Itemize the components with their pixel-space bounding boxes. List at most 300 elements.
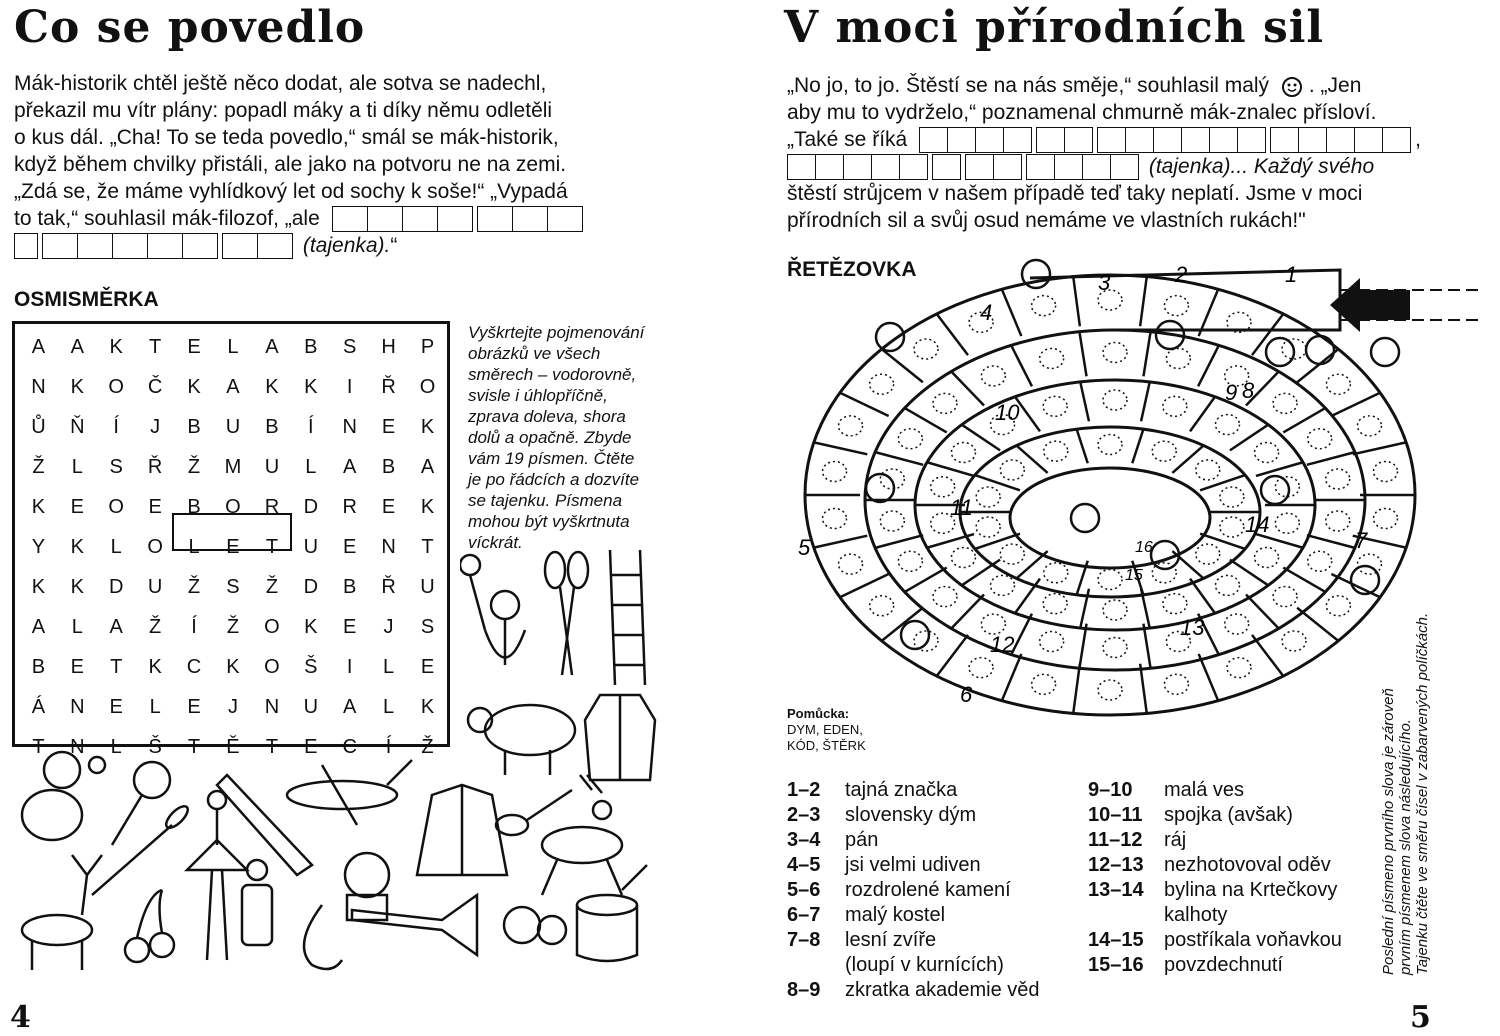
wordsearch-cell[interactable]: E <box>187 335 201 358</box>
wordsearch-cell[interactable]: J <box>227 695 238 718</box>
clue-number: 4–5 <box>787 854 821 876</box>
wordsearch-cell[interactable]: Í <box>385 735 392 758</box>
clue-number: 6–7 <box>787 904 821 926</box>
wordsearch-cell[interactable]: Ě <box>226 735 240 758</box>
wordsearch-cell[interactable]: T <box>265 735 279 758</box>
wordsearch-cell[interactable]: T <box>32 735 45 758</box>
wordsearch-cell[interactable]: A <box>70 335 84 358</box>
wordsearch-row <box>19 327 447 367</box>
spiral-number: 10 <box>995 400 1020 425</box>
spiral-cell[interactable] <box>951 443 975 463</box>
wordsearch-cell[interactable]: L <box>71 455 83 478</box>
spiral-cell-divider <box>962 560 1000 586</box>
answer-boxes[interactable] <box>222 233 293 259</box>
wordsearch-cell[interactable]: Ř <box>147 455 163 478</box>
spiral-cell[interactable] <box>1326 469 1350 489</box>
wordsearch-cell[interactable]: H <box>381 335 396 358</box>
wordsearch-cell[interactable]: U <box>303 695 319 718</box>
spiral-cell[interactable] <box>1196 460 1220 480</box>
answer-boxes[interactable] <box>42 233 218 259</box>
answer-boxes[interactable] <box>477 206 583 232</box>
spiral-number: 2 <box>1175 262 1188 287</box>
spiral-cell-divider <box>1073 277 1080 327</box>
wordsearch-cell[interactable]: A <box>343 695 357 718</box>
clue-text: jsi velmi udiven <box>845 854 981 876</box>
clue-number: 1–2 <box>787 779 821 801</box>
spiral-cell[interactable] <box>914 339 938 359</box>
wordsearch-cell[interactable]: B <box>187 415 201 438</box>
wordsearch-cell[interactable]: N <box>31 375 46 398</box>
clue-text: (loupí v kurnících) <box>845 954 1004 976</box>
deer-icon <box>22 855 102 970</box>
clues-left-column <box>787 778 1087 1003</box>
story-line: aby mu to vydrželo,“ poznamenal chmurně mák-znalec přísloví. <box>787 101 1377 124</box>
comb-icon <box>217 775 312 875</box>
spiral-cell[interactable] <box>1273 393 1297 413</box>
spiral-cell-divider <box>1143 624 1150 669</box>
scissors-icon <box>545 552 588 675</box>
story-line: „No jo, to jo. Štěstí se na nás směje,“ souhlasil malý . „Jen <box>787 74 1362 97</box>
spiral-cell[interactable] <box>933 587 957 607</box>
wordsearch-cell[interactable]: Š <box>304 655 318 678</box>
spiral-cell[interactable] <box>1357 416 1381 436</box>
spiral-cell[interactable] <box>1227 658 1251 678</box>
tajenka-label: (tajenka)... Každý svého <box>1148 155 1375 178</box>
clue-number: 7–8 <box>787 929 821 951</box>
spiral-cell-divider <box>1077 429 1088 463</box>
spiral-cell[interactable] <box>931 477 955 497</box>
spiral-cell[interactable] <box>933 393 957 413</box>
wordsearch-cell[interactable]: K <box>70 535 84 558</box>
tajenka-line: (tajenka).“ <box>14 232 654 259</box>
spiral-cell-divider <box>1256 462 1303 476</box>
answer-boxes[interactable] <box>965 154 1022 180</box>
wordsearch-cell[interactable]: Ř <box>381 575 396 598</box>
wordsearch-cell[interactable]: K <box>31 495 46 518</box>
left-page-title: Co se povedlo <box>14 2 366 53</box>
wordsearch-row <box>19 647 447 687</box>
wordsearch-cell[interactable]: N <box>381 535 396 558</box>
spiral-cell[interactable] <box>991 575 1015 595</box>
wordsearch-cell[interactable]: O <box>225 495 241 518</box>
spiral-cell[interactable] <box>870 596 894 616</box>
spiral-cell[interactable] <box>870 374 894 394</box>
clues-right-column <box>1088 778 1378 978</box>
wordsearch-cell[interactable]: U <box>225 415 241 438</box>
clue-number: 5–6 <box>787 879 821 901</box>
wordsearch-cell[interactable]: T <box>265 535 279 558</box>
spiral-number: 15 <box>1125 567 1143 584</box>
spiral-cell-divider <box>1080 382 1089 421</box>
wordsearch-cell[interactable]: Ň <box>70 415 85 438</box>
wordsearch-cell[interactable]: O <box>264 615 280 638</box>
spiral-cell[interactable] <box>976 487 1000 507</box>
clown-icon <box>460 555 525 665</box>
wordsearch-cell[interactable]: U <box>420 575 435 598</box>
wordsearch-cell[interactable]: T <box>187 735 201 758</box>
wordsearch-cell[interactable]: O <box>264 655 280 678</box>
wordsearch-cell[interactable]: S <box>226 575 240 598</box>
wordsearch-cell[interactable]: B <box>265 415 279 438</box>
spiral-cell[interactable] <box>823 509 847 529</box>
wordsearch-cell[interactable]: T <box>421 535 434 558</box>
hint-box: Pomůcka: DYM, EDEN, KÓD, ŠTĚRK <box>787 706 866 753</box>
spiral-cell[interactable] <box>969 658 993 678</box>
wordsearch-cell[interactable]: Č <box>147 375 163 398</box>
wordsearch-cell[interactable]: L <box>382 695 395 718</box>
wordsearch-cell[interactable]: O <box>108 375 124 398</box>
wordsearch-cell[interactable]: Á <box>31 695 46 718</box>
wordsearch-cell[interactable]: L <box>71 615 83 638</box>
spiral-cell[interactable] <box>1220 487 1244 507</box>
keys-icon <box>89 757 170 845</box>
spiral-cell[interactable] <box>839 554 863 574</box>
example-word-let-box <box>172 513 292 551</box>
wordsearch-cell[interactable]: A <box>420 455 435 478</box>
clue-item <box>787 778 1087 803</box>
clue-item <box>1088 903 1378 928</box>
spiral-cell-divider <box>1143 332 1150 377</box>
chain-spiral-puzzle <box>780 250 1480 770</box>
wordsearch-cell[interactable]: A <box>31 335 46 358</box>
spiral-cell[interactable] <box>1098 680 1122 700</box>
spiral-cell-divider <box>1011 345 1032 386</box>
wordsearch-cell[interactable]: K <box>109 335 123 358</box>
wordsearch-cell[interactable]: Š <box>148 735 162 758</box>
wordsearch-cell[interactable]: E <box>109 695 123 718</box>
spiral-cell[interactable] <box>1373 461 1397 481</box>
spoon-icon <box>496 790 572 835</box>
wordsearch-cell[interactable]: E <box>381 415 396 438</box>
wordsearch-cell[interactable]: U <box>264 455 280 478</box>
spiral-cell-divider <box>937 635 968 676</box>
spiral-cell[interactable] <box>1040 632 1064 652</box>
spiral-cell-divider <box>1331 574 1380 597</box>
clue-item <box>787 953 1087 978</box>
wordsearch-cell[interactable]: B <box>343 575 357 598</box>
wordsearch-cell[interactable]: K <box>420 415 435 438</box>
spiral-cell[interactable] <box>1043 396 1067 416</box>
wordsearch-cell[interactable]: R <box>342 495 357 518</box>
spiral-cell[interactable] <box>1255 548 1279 568</box>
spiral-cell[interactable] <box>1044 441 1068 461</box>
wordsearch-cell[interactable]: K <box>304 615 318 638</box>
wordsearch-cell[interactable]: K <box>70 575 84 598</box>
wordsearch-cell[interactable]: E <box>187 695 201 718</box>
wordsearch-cell[interactable]: S <box>109 455 123 478</box>
spiral-cell[interactable] <box>1098 435 1122 455</box>
wordsearch-cell[interactable]: J <box>383 615 394 638</box>
spiral-cell[interactable] <box>1326 374 1350 394</box>
spiral-number: 7 <box>1355 528 1368 553</box>
ladder-icon <box>610 550 645 685</box>
wordsearch-cell[interactable]: E <box>304 735 318 758</box>
spiral-ring <box>915 380 1315 630</box>
story-line-with-boxes: to tak,“ souhlasil mák-filozof, „ale <box>14 205 654 232</box>
wordsearch-cell[interactable]: T <box>149 335 162 358</box>
wordsearch-cell[interactable]: K <box>148 655 162 678</box>
wordsearch-cell[interactable]: E <box>420 655 435 678</box>
spiral-cell[interactable] <box>1308 429 1332 449</box>
spiral-cell-divider <box>1297 608 1338 641</box>
clue-text: nezhotovoval oděv <box>1164 854 1331 876</box>
spiral-cell[interactable] <box>1152 441 1176 461</box>
wordsearch-cell[interactable]: K <box>420 495 435 518</box>
spiral-number: 9 <box>1225 380 1238 405</box>
wordsearch-cell[interactable]: Ž <box>149 615 162 638</box>
wordsearch-cell[interactable]: B <box>31 655 46 678</box>
spiral-cell[interactable] <box>1032 296 1056 316</box>
story-line: Mák-historik chtěl ještě něco dodat, ale sotva se nadechl, <box>14 72 547 95</box>
jockey-horse-icon <box>542 775 622 895</box>
spiral-cell[interactable] <box>1326 596 1350 616</box>
clue-item <box>1088 878 1378 903</box>
wordsearch-cell[interactable]: L <box>188 535 200 558</box>
spiral-cell[interactable] <box>880 511 904 531</box>
spiral-cell-divider <box>814 442 867 454</box>
wordsearch-cell[interactable]: D <box>108 575 124 598</box>
spiral-cell[interactable] <box>1164 674 1188 694</box>
spiral-cell[interactable] <box>1164 296 1188 316</box>
wordsearch-cell[interactable]: N <box>342 415 357 438</box>
wordsearch-cell[interactable]: L <box>110 535 122 558</box>
spiral-number: 3 <box>1098 270 1111 295</box>
cherries-icon <box>125 890 174 962</box>
side-note: Poslední písmeno prvního slova je zároveň prvním písmenem slova následujícího. Tajenku čtěte ve směru čísel v zabarvených políčkách. <box>1380 612 1431 975</box>
spiral-cell[interactable] <box>1032 674 1056 694</box>
spiral-cell[interactable] <box>1282 631 1306 651</box>
wordsearch-cell[interactable]: D <box>303 495 319 518</box>
spiral-cell-divider <box>1190 579 1215 614</box>
wordsearch-cell[interactable]: E <box>343 535 357 558</box>
spiral-cell[interactable] <box>898 551 922 571</box>
spiral-cell[interactable] <box>1215 415 1239 435</box>
clue-text: ráj <box>1164 829 1187 851</box>
wordsearch-cell[interactable]: C <box>342 735 357 758</box>
wordsearch-cell[interactable]: K <box>187 375 201 398</box>
wordsearch-cell[interactable]: O <box>108 495 124 518</box>
spiral-cell[interactable] <box>1163 396 1187 416</box>
wordsearch-cell[interactable]: K <box>420 695 435 718</box>
spiral-cell[interactable] <box>1166 348 1190 368</box>
answer-boxes[interactable] <box>919 127 1032 153</box>
wordsearch-cell[interactable]: N <box>70 735 85 758</box>
wordsearch-row <box>19 607 447 647</box>
wordsearch-cell[interactable]: S <box>420 615 435 638</box>
wordsearch-cell[interactable]: Í <box>113 415 119 438</box>
wordsearch-cell[interactable]: P <box>420 335 435 358</box>
spiral-cell[interactable] <box>1043 594 1067 614</box>
spiral-cell[interactable] <box>1103 600 1127 620</box>
wordsearch-cell[interactable]: L <box>382 655 395 678</box>
spiral-cell-divider <box>927 534 974 548</box>
wordsearch-cell[interactable]: Ž <box>421 735 434 758</box>
spiral-cell[interactable] <box>951 548 975 568</box>
wordsearch-cell[interactable]: E <box>70 495 84 518</box>
wordsearch-cell[interactable]: Y <box>31 535 46 558</box>
wordsearch-cell[interactable]: N <box>70 695 85 718</box>
spiral-cell[interactable] <box>1373 509 1397 529</box>
wordsearch-cell[interactable]: N <box>264 695 280 718</box>
wordsearch-cell[interactable]: A <box>109 615 123 638</box>
wordsearch-cell[interactable]: I <box>346 375 353 398</box>
spiral-cell[interactable] <box>1275 513 1299 533</box>
answer-boxes[interactable] <box>932 154 961 180</box>
wordsearch-cell[interactable]: Ž <box>226 615 240 638</box>
right-page-number: 5 <box>1410 1000 1431 1035</box>
spiral-cell[interactable] <box>1040 348 1064 368</box>
wordsearch-cell[interactable]: K <box>265 375 279 398</box>
wordsearch-cell[interactable]: Í <box>191 615 197 638</box>
spiral-cell[interactable] <box>976 517 1000 537</box>
spiral-cell[interactable] <box>1273 587 1297 607</box>
spiral-cell-divider <box>1141 382 1150 421</box>
spiral-cell[interactable] <box>981 366 1005 386</box>
spiral-cell[interactable] <box>1225 614 1249 634</box>
spiral-number: 13 <box>1180 615 1205 640</box>
spiral-cell-divider <box>1132 429 1143 463</box>
spiral-cell-divider <box>1172 551 1203 578</box>
answer-boxes[interactable] <box>1270 127 1411 153</box>
wordsearch-cell[interactable]: J <box>150 415 161 438</box>
answer-boxes[interactable] <box>14 233 38 259</box>
wordsearch-cell[interactable]: K <box>70 375 84 398</box>
wordsearch-cell[interactable]: O <box>419 375 436 398</box>
spiral-cell[interactable] <box>1215 575 1239 595</box>
spiral-cell[interactable] <box>898 429 922 449</box>
clue-item <box>1088 928 1378 953</box>
mak-character-icon <box>1275 74 1309 98</box>
wordsearch-cell[interactable]: U <box>147 575 163 598</box>
wordsearch-cell[interactable]: A <box>343 455 357 478</box>
wordsearch-cell[interactable]: K <box>304 375 318 398</box>
spiral-cell[interactable] <box>1044 563 1068 583</box>
spiral-cell[interactable] <box>1103 390 1127 410</box>
wordsearch-cell[interactable]: B <box>381 455 396 478</box>
wordsearch-cell[interactable]: Ž <box>265 575 279 598</box>
wordsearch-cell[interactable]: E <box>381 495 396 518</box>
start-arrow-icon <box>1330 278 1410 332</box>
wordsearch-cell[interactable]: A <box>226 375 240 398</box>
spiral-cell-divider <box>1230 560 1268 586</box>
story-line: o kus dál. „Cha! To se teda povedlo,“ smál se mák-historik, <box>14 126 559 149</box>
wordsearch-row <box>19 567 447 607</box>
spiral-cell[interactable] <box>1000 460 1024 480</box>
spiral-cell[interactable] <box>823 461 847 481</box>
spiral-cell-divider <box>1016 446 1047 473</box>
wordsearch-cell[interactable]: I <box>346 655 353 678</box>
clue-item <box>787 878 1087 903</box>
mak-characters-icon <box>866 260 1399 649</box>
spiral-number: 12 <box>990 632 1015 657</box>
spiral-cell[interactable] <box>1308 551 1332 571</box>
wordsearch-cell[interactable]: S <box>343 335 357 358</box>
pictures-bottom-row <box>12 745 672 975</box>
answer-boxes[interactable] <box>787 154 928 180</box>
clue-number: 14–15 <box>1088 929 1144 951</box>
hint-label: Pomůcka: <box>787 706 850 721</box>
wordsearch-cell[interactable]: M <box>224 455 242 478</box>
spiral-cell-divider <box>1252 635 1283 676</box>
wordsearch-cell[interactable]: A <box>31 615 46 638</box>
wordsearch-cell[interactable]: E <box>148 495 162 518</box>
story-line-with-boxes: „Také se říká , <box>787 126 1477 153</box>
cat-icon <box>22 752 82 840</box>
wordsearch-cell[interactable]: L <box>110 735 122 758</box>
wordsearch-row <box>19 407 447 447</box>
wordsearch-cell[interactable]: T <box>110 655 123 678</box>
spiral-cell[interactable] <box>1163 594 1187 614</box>
spiral-number: 1 <box>1285 262 1298 287</box>
wordsearch-cell[interactable]: R <box>264 495 280 518</box>
wordsearch-cell[interactable]: L <box>149 695 161 718</box>
answer-boxes[interactable] <box>1097 127 1266 153</box>
spiral-cell[interactable] <box>1103 638 1127 658</box>
wordsearch-cell[interactable]: E <box>226 535 240 558</box>
wordsearch-cell[interactable]: D <box>303 575 319 598</box>
wordsearch-cell[interactable]: Ž <box>187 575 201 598</box>
spiral-cell[interactable] <box>1220 517 1244 537</box>
spiral-cell[interactable] <box>1196 544 1220 564</box>
clue-text: pán <box>845 829 879 851</box>
wordsearch-cell[interactable]: B <box>304 335 318 358</box>
wordsearch-row <box>19 687 447 727</box>
wordsearch-cell[interactable]: K <box>226 655 240 678</box>
spiral-cell[interactable] <box>839 416 863 436</box>
wordsearch-cell[interactable]: E <box>343 615 357 638</box>
clue-number: 15–16 <box>1088 954 1144 976</box>
right-page-title: V moci přírodních sil <box>784 2 1325 53</box>
clue-item <box>787 978 1087 1003</box>
wordsearch-cell[interactable]: Ž <box>32 455 45 478</box>
wordsearch-cell[interactable]: U <box>303 535 319 558</box>
wordsearch-cell[interactable]: Í <box>308 415 314 438</box>
clue-number: 10–11 <box>1088 804 1143 826</box>
wordsearch-cell[interactable]: L <box>305 455 317 478</box>
worm-icon <box>304 905 342 969</box>
spiral-cell-divider <box>927 462 974 476</box>
wordsearch-cell[interactable]: Ř <box>381 375 396 398</box>
wordsearch-cell[interactable]: E <box>70 655 84 678</box>
answer-boxes[interactable] <box>332 206 473 232</box>
spiral-cell[interactable] <box>1098 570 1122 590</box>
spiral-cell-divider <box>1079 332 1086 377</box>
clue-number: 8–9 <box>787 979 821 1001</box>
wordsearch-cell[interactable]: B <box>187 495 201 518</box>
story-line: překazil mu vítr plány: popadl máky a ti díky němu odletěli <box>14 99 553 122</box>
spiral-cell[interactable] <box>1000 544 1024 564</box>
wordsearch-heading: OSMISMĚRKA <box>14 288 159 311</box>
wordsearch-cell[interactable]: Ů <box>31 415 46 438</box>
wordsearch-cell[interactable]: C <box>186 655 202 678</box>
spiral-cell[interactable] <box>1326 511 1350 531</box>
clue-text: malý kostel <box>845 904 946 926</box>
wordsearch-cell[interactable]: L <box>227 335 239 358</box>
spiral-cell-divider <box>1331 393 1380 416</box>
story-line-with-boxes <box>787 153 1477 180</box>
wordsearch-cell[interactable]: K <box>31 575 46 598</box>
clue-number: 13–14 <box>1088 879 1144 901</box>
wordsearch-instructions: Vyškrtejte pojmenování obrázků ve všech směrech – vodorovně, svisle i úhlopříčně, zprava doleva, shora dolů a opačně. Zbyde vám 19 písmen. Čtěte je po řádcích a dozvíte se tajenku. Písmena mohou být vyškrtnuta víckrát. <box>468 323 645 552</box>
spiral-cell[interactable] <box>1357 554 1381 574</box>
wordsearch-cell[interactable]: A <box>265 335 279 358</box>
wordsearch-cell[interactable]: O <box>147 535 163 558</box>
spiral-cell[interactable] <box>1103 343 1127 363</box>
answer-boxes[interactable] <box>1026 154 1139 180</box>
answer-boxes[interactable] <box>1036 127 1093 153</box>
wordsearch-cell[interactable]: Ž <box>187 455 201 478</box>
spiral-cell[interactable] <box>1255 443 1279 463</box>
